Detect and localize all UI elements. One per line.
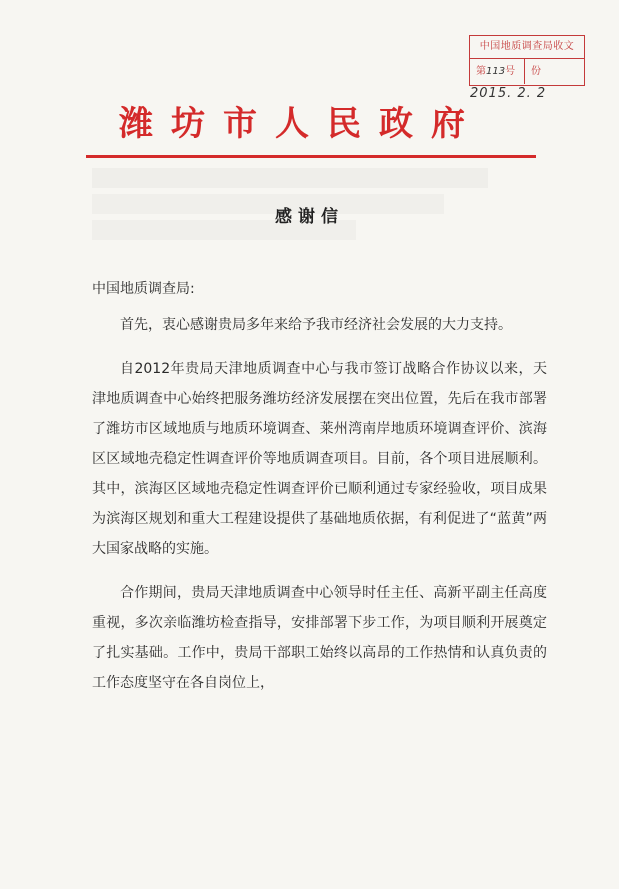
letter-title: 感谢信 xyxy=(275,207,344,227)
receipt-stamp xyxy=(469,35,585,86)
stamp-number-suffix: 号 xyxy=(505,66,516,77)
stamp-copy-label: 份 xyxy=(531,66,541,77)
stamp-number-cell xyxy=(470,59,525,84)
paragraph-1: 首先，衷心感谢贵局多年来给予我市经济社会发展的大力支持。 xyxy=(120,317,512,333)
stamp-copy-cell xyxy=(525,59,541,84)
stamp-number: 113 xyxy=(486,66,506,77)
letterhead-issuer: 潍坊市人民政府 xyxy=(119,104,483,144)
paragraph-2: 自2012年贵局天津地质调查中心与我市签订战略合作协议以来，天津地质调查中心始终把服务潍坊经济发展摆在突出位置，先后在我市部署了潍坊市区域地质与地质环境调查、莱州湾南岸地质环境调查评价、滨海区区域地壳稳定性调查评价等地质调查项目。目前，各个项目进展顺利。其中，滨海区区域地壳稳定性调查评价已顺利通过专家经验收，项目成果为滨海区规划和重大工程建设提供了基础地质依据，有利促进了“蓝黄”两大国家战略的实施。 xyxy=(92,361,547,557)
stamp-number-prefix: 第 xyxy=(476,66,486,77)
salutation: 中国地质调查局: xyxy=(92,281,195,297)
paragraph-3: 合作期间，贵局天津地质调查中心领导时任主任、高新平副主任高度重视，多次亲临潍坊检查指导，安排部署下步工作，为项目顺利开展奠定了扎实基础。工作中，贵局干部职工始终以高昂的工作热情和认真负责的工作态度坚守在各自岗位上， xyxy=(92,585,547,691)
stamp-header: 中国地质调查局收文 xyxy=(470,36,584,59)
handwritten-date: 2015. 2. 2 xyxy=(470,86,547,101)
letter-body xyxy=(92,274,547,698)
letterhead-red-rule xyxy=(86,155,536,158)
